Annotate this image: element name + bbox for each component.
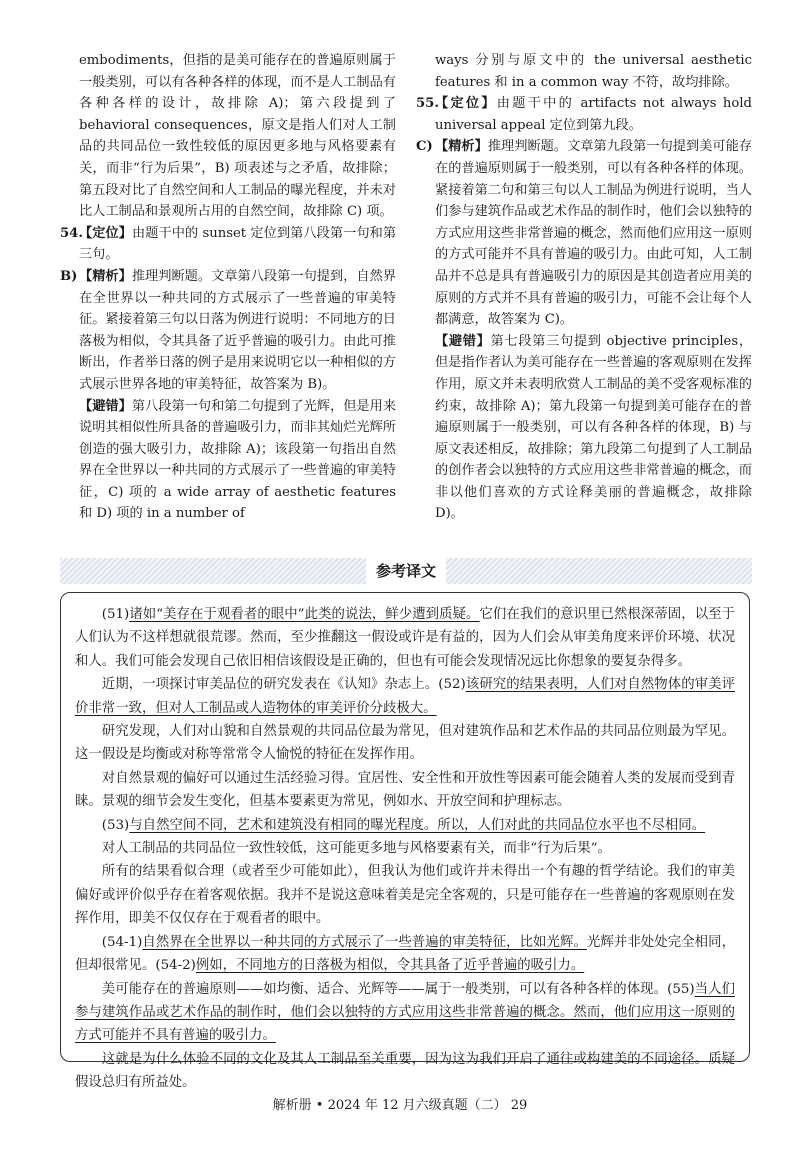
q54-answer: B) xyxy=(60,268,78,284)
q55-error-tag: 【避错】 xyxy=(435,333,491,349)
q55-analysis-text: 推理判断题。文章第九段第一句提到美可能存在的普遍原则属于一般类别，可以有各种各样的体现。紧接着第二句和第三句以人工制品为例进行说明，当人们参与建筑作品或艺术作品的制作时，他们会以独特的方式应用这些非常普遍的概念，然而他们应用这一原则的方式可能并不具有普遍的吸引力。由此可知，人工制品并不总是具有普遍吸引力的原因是其创造者应用美的原则的方式并不具有普遍的吸引力，可能不会让每个人都满意，故答案为 C)。 xyxy=(435,139,753,328)
translation-paragraph-4: 对自然景观的偏好可以通过生活经验习得。宜居性、安全性和开放性等因素可能会随着人类的发展而受到青睐。景观的细节会发生变化，但基本要素更为常见，例如水、开放空间和护理标志。 xyxy=(75,770,735,810)
translation-paragraph-2 xyxy=(75,673,735,720)
left-column xyxy=(60,50,396,525)
paragraph-8-middle: 光辉并非处处完全相同，但却很常见。(54-2) xyxy=(75,934,736,974)
q55-error-text: 第七段第三句提到 objective principles，但是指作者认为美可能存在一些普遍的客观原则在发挥作用，原文并未表明欣赏人工制品的美不受客观标准的约束，故排除 A)；第九段第一句提到美可能存在的普遍原则属于一般类别，可以有各种各样的体现，B) 与原文表述相反，故排除；第九段第二句提到了人工制品的创作者会以独特的方式应用这些非常普遍的概念，而非以他们喜欢的方式诠释美丽的普遍概念，故排除 D)。 xyxy=(435,333,753,522)
q54-locate-tag: 【定位】 xyxy=(79,225,132,241)
translation-paragraph-1 xyxy=(75,603,735,673)
right-column xyxy=(416,50,752,525)
q54-error-text: 第八段第一句和第二句提到了光辉，但是用来说明其相似性所具备的普遍吸引力，而非其灿烂光辉所创造的强大吸引力，故排除 A)；该段第一句指出自然界在全世界以一种共同的方式展示了一些普遍的审美特征，C) 项的 a wide array of aesthetic features 和 D) 项的 in a number of xyxy=(79,398,397,522)
translation-banner xyxy=(60,558,752,584)
translation-box xyxy=(60,592,750,1091)
q54-continued-text: ways 分别与原文中的 the universal aesthetic features 和 in a common way 不符，故均排除。 xyxy=(435,53,752,90)
underlined-sentence-54-2: 例如，不同地方的日落极为相似，令其具备了近乎普遍的吸引力。 xyxy=(195,958,585,974)
q55-error-avoid xyxy=(416,331,752,525)
q54-locate xyxy=(60,223,396,266)
q55-answer: C) xyxy=(416,139,433,155)
q54-number: 54. xyxy=(60,225,83,241)
translation-title: 参考译文 xyxy=(366,558,446,584)
paragraph-9-lead: 美可能存在的普遍原则——如均衡、适合、光辉等——属于一般类别，可以有各种各样的体现。(55) xyxy=(101,981,695,997)
q55-locate xyxy=(416,93,752,136)
q54-locate-text: 由题干中的 sunset 定位到第八段第一句和第三句。 xyxy=(79,225,397,263)
underlined-sentence-53: 与自然空间不同，艺术和建筑没有相同的曝光程度。所以，人们对此的共同品位水平也不尽相同。 xyxy=(129,817,706,833)
underlined-sentence-51: 诸如“美存在于观看者的眼中”此类的说法，鲜少遭到质疑。 xyxy=(129,607,480,622)
translation-paragraph-9 xyxy=(75,978,735,1048)
underlined-sentence-55: 当人们参与建筑作品或艺术作品的制作时，他们会以独特的方式应用这些非常普遍的概念。然而，他们应用这一原则的方式可能并不具有普遍的吸引力。 xyxy=(75,981,735,1044)
translation-paragraph-7: 所有的结果看似合理（或者至少可能如此），但我认为他们或许并未得出一个有趣的哲学结论。我们的审美偏好或评价似乎存在着客观依据。我并不是说这意味着美是完全客观的，只是可能存在一些普遍的客观原则在发挥作用，即美不仅仅存在于观看者的眼中。 xyxy=(75,864,735,927)
paragraph-2-lead: 近期，一项探讨审美品位的研究发表在《认知》杂志上。(52) xyxy=(101,677,466,693)
q54-analysis-text: 推理判断题。文章第八段第一句提到，自然界在全世界以一种共同的方式展示了一些普遍的审美特征。紧接着第三句以日落为例进行说明：不同地方的日落极为相似，令其具备了近乎普遍的吸引力。由此可推断出，作者举日落的例子是用来说明它以一种相似的方式展示世界各地的审美特征，故答案为 B)。 xyxy=(79,268,397,392)
translation-paragraph-10: 这就是为什么体验不同的文化及其人工制品至关重要，因为这为我们开启了通往或构建美的不同途径。质疑假设总归有所益处。 xyxy=(75,1051,735,1091)
q54-analysis-tag: 【精析】 xyxy=(79,268,132,284)
marker-53: (53) xyxy=(101,817,130,833)
page-footer: 解析册 • 2024 年 12 月六级真题（二） 29 xyxy=(272,1098,528,1113)
q55-number: 55. xyxy=(416,96,439,112)
q54-error-avoid xyxy=(60,396,396,526)
q53-continued-text: embodiments，但指的是美可能存在的普遍原则属于一般类别，可以有各种各样的体现，而不是人工制品有各种各样的设计，故排除 A)；第六段提到了 behavioral consequences，原文是指人们对人工制品的共同品位一致性较低的原因更多地与风格要素有关，而非“行为后果”，B) 项表述与之矛盾，故排除；第五段对比了自然空间和人工制品的曝光程度，并未对比人工制品和景观所占用的自然空间，故排除 C) 项。 xyxy=(79,53,396,220)
q54-error-tag: 【避错】 xyxy=(79,398,132,414)
translation-paragraph-6: 对人工制品的共同品位一致性较低，这可能更多地与风格要素有关，而非“行为后果”。 xyxy=(101,841,611,857)
underlined-sentence-52: 该研究的结果表明，人们对自然物体的审美评价非常一致，但对人工制品或人造物体的审美评价分歧极大。 xyxy=(75,677,735,716)
q54-analysis xyxy=(60,266,396,396)
translation-paragraph-5 xyxy=(75,814,735,837)
translation-paragraph-8 xyxy=(75,931,735,978)
q55-locate-text: 由题干中的 artifacts not always hold universal appeal 定位到第九段。 xyxy=(435,96,753,133)
q55-analysis-tag: 【精析】 xyxy=(435,139,488,155)
paragraph-1-rest: 它们在我们的意识里已然根深蒂固，以至于人们认为不这样想就很荒谬。然而，至少推翻这一假设或许是有益的，因为人们会从审美角度来评价环境、状况和人。我们可能会发现自己依旧相信该假设是正确的，但也有可能会发现情况远比你想象的要复杂得多。 xyxy=(75,607,735,669)
translation-paragraph-3: 研究发现，人们对山貌和自然景观的共同品位最为常见，但对建筑作品和艺术作品的共同品位则最为罕见。这一假设是均衡或对称等常常令人愉悦的特征在发挥作用。 xyxy=(75,724,735,763)
marker-54-1: (54-1) xyxy=(101,934,143,950)
q55-locate-tag: 【定位】 xyxy=(435,96,497,112)
underlined-sentence-54-1: 自然界在全世界以一种共同的方式展示了一些普遍的审美特征，比如光辉。 xyxy=(142,934,587,950)
marker-51: (51) xyxy=(101,607,130,622)
q55-analysis xyxy=(416,136,752,330)
